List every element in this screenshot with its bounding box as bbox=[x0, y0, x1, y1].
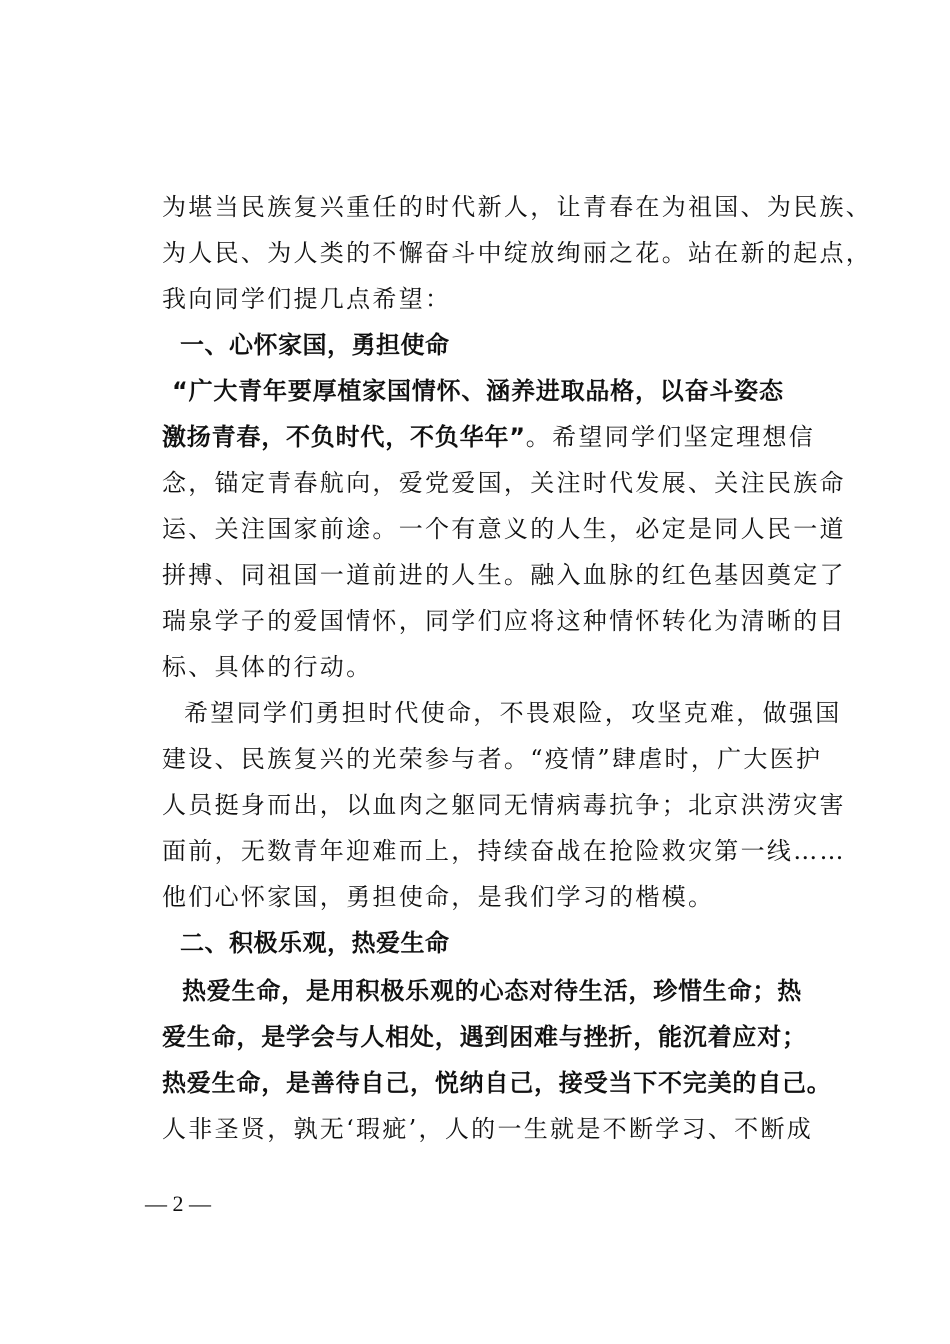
section-1-heading: 一、心怀家国，勇担使命 bbox=[180, 331, 450, 359]
section-2-heading: 二、积极乐观，热爱生命 bbox=[180, 929, 450, 957]
section-2-bold-line-1: 热爱生命，是用积极乐观的心态对待生活，珍惜生命；热 bbox=[182, 977, 802, 1005]
section-1-quote-line-2: 激扬青春，不负时代，不负华年” bbox=[162, 423, 526, 451]
section-2-bold-line-2: 爱生命，是学会与人相处，遇到困难与挫折，能沉着应对； bbox=[162, 1023, 807, 1051]
section-2-bold-line-3: 热爱生命，是善待自己，悦纳自己，接受当下不完美的自己。 bbox=[162, 1069, 832, 1097]
section-1-paragraph-2-line-4: 面前，无数青年迎难而上，持续奋战在抢险救灾第一线…… bbox=[162, 837, 846, 865]
section-1-paragraph-1-line-5: 拼搏、同祖国一道前进的人生。融入血脉的红色基因奠定了 bbox=[162, 561, 846, 589]
page-number: — 2 — bbox=[145, 1191, 211, 1216]
section-1-paragraph-1-line-3: 念，锚定青春航向，爱党爱国，关注时代发展、关注民族命 bbox=[162, 469, 846, 497]
section-1-paragraph-1-line-7: 标、具体的行动。 bbox=[162, 653, 373, 681]
intro-line-1: 为堪当民族复兴重任的时代新人，让青春在为祖国、为民族、 bbox=[162, 193, 873, 221]
section-1-paragraph-2-line-3: 人员挺身而出，以血肉之躯同无情病毒抗争；北京洪涝灾害 bbox=[162, 791, 846, 819]
intro-line-3: 我向同学们提几点希望： bbox=[162, 285, 452, 313]
section-1-paragraph-1-line-2 bbox=[162, 414, 830, 460]
section-2-paragraph-line-1: 人非圣贤，孰无‘瑕疵’，人的一生就是不断学习、不断成 bbox=[162, 1115, 814, 1143]
section-1-paragraph-2-line-1: 希望同学们勇担时代使命，不畏艰险，攻坚克难，做强国 bbox=[184, 699, 842, 727]
section-1-paragraph-1-line-6: 瑞泉学子的爱国情怀，同学们应将这种情怀转化为清晰的目 bbox=[162, 607, 846, 635]
intro-line-2: 为人民、为人类的不懈奋斗中绽放绚丽之花。站在新的起点， bbox=[162, 239, 873, 267]
section-1-paragraph-1-tail: 。希望同学们坚定理想信 bbox=[525, 423, 816, 451]
section-1-paragraph-2-line-2: 建设、民族复兴的光荣参与者。“疫情”肆虐时，广大医护 bbox=[162, 745, 823, 773]
section-1-quote-line-1: “广大青年要厚植家国情怀、涵养进取品格，以奋斗姿态 bbox=[172, 377, 784, 405]
section-1-paragraph-1-line-4: 运、关注国家前途。一个有意义的人生，必定是同人民一道 bbox=[162, 515, 846, 543]
section-1-paragraph-2-line-5: 他们心怀家国，勇担使命，是我们学习的楷模。 bbox=[162, 883, 715, 911]
